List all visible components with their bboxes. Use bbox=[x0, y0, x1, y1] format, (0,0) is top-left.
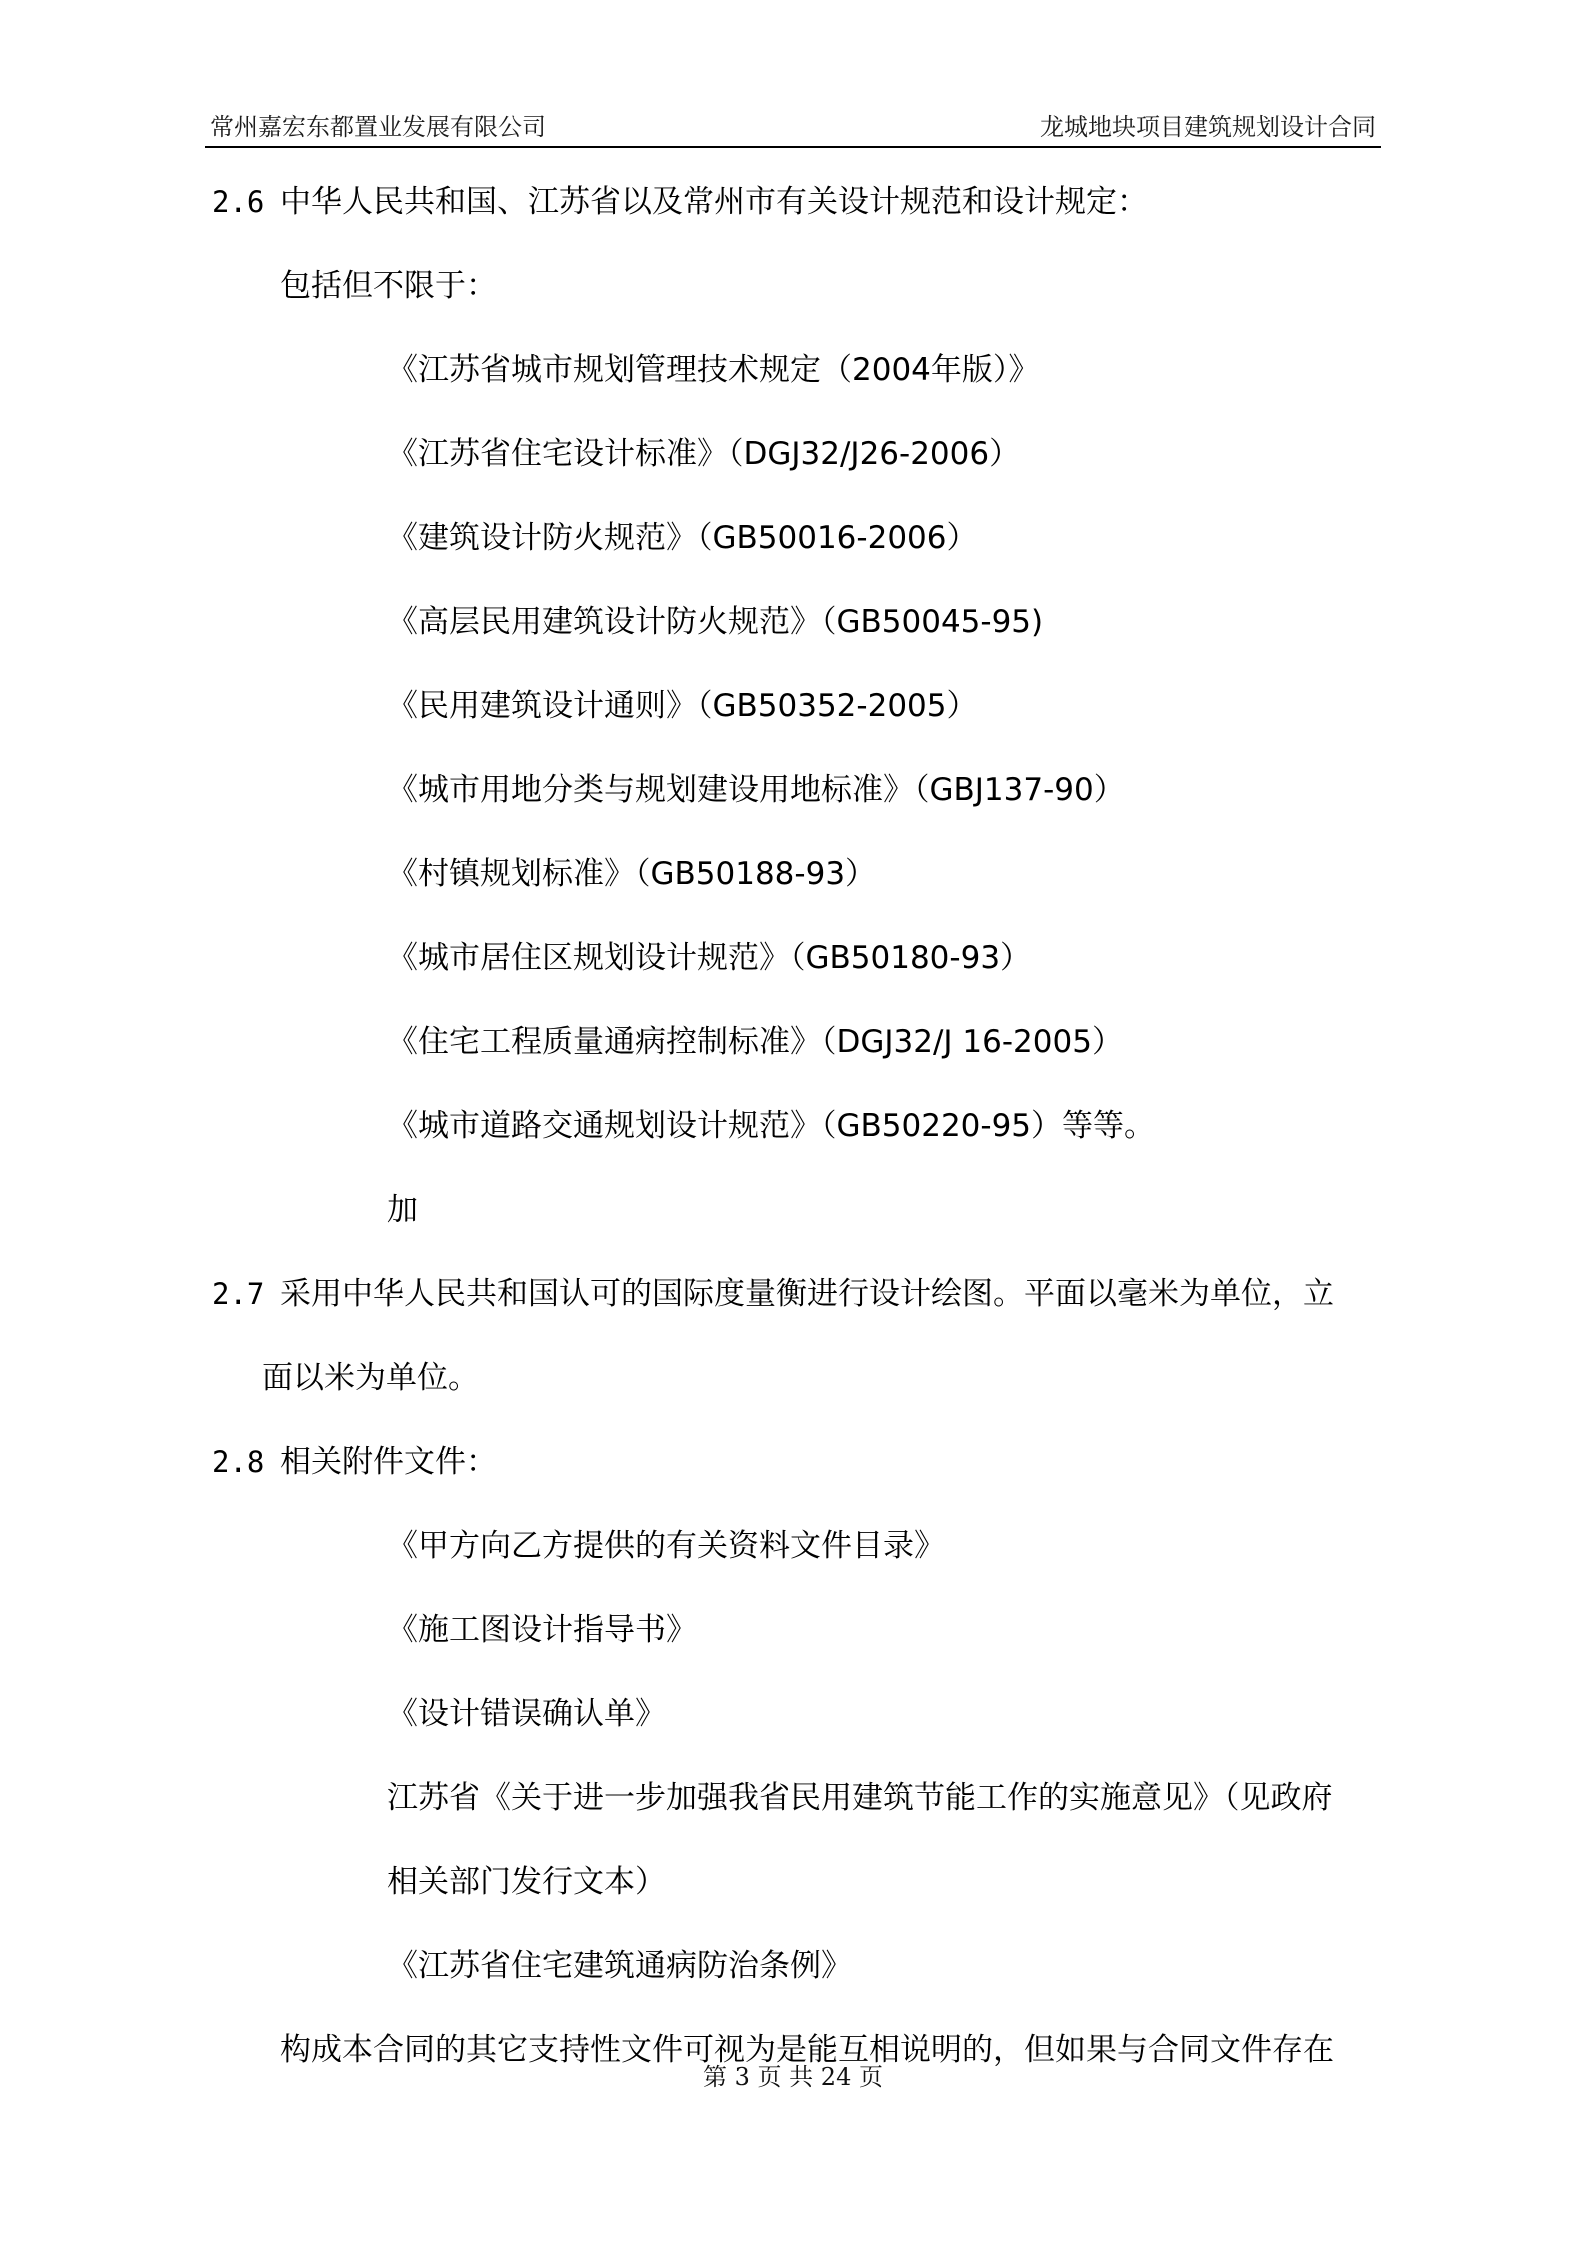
standard-item: 《建筑设计防火规范》（GB50016-2006） bbox=[387, 520, 978, 556]
header-contract-title: 龙城地块项目建筑规划设计合同 bbox=[1040, 113, 1376, 141]
standard-item: 《江苏省住宅设计标准》（DGJ32/J26-2006） bbox=[387, 436, 1021, 472]
attachment-item: 江苏省《关于进一步加强我省民用建筑节能工作的实施意见》（见政府 bbox=[387, 1780, 1333, 1816]
attachment-item: 《设计错误确认单》 bbox=[387, 1696, 666, 1732]
standard-item: 《城市居住区规划设计规范》（GB50180-93） bbox=[387, 940, 1032, 976]
standard-item: 《城市道路交通规划设计规范》（GB50220-95）等等。 bbox=[387, 1108, 1156, 1144]
section-intro-2-6: 包括但不限于： bbox=[280, 268, 497, 304]
section-title-2-8: 相关附件文件： bbox=[280, 1444, 497, 1480]
closing-paragraph: 构成本合同的其它支持性文件可视为是能互相说明的，但如果与合同文件存在 bbox=[280, 2032, 1334, 2068]
section-text-2-7-line1: 采用中华人民共和国认可的国际度量衡进行设计绘图。平面以毫米为单位，立 bbox=[280, 1276, 1334, 1312]
standard-item: 《城市用地分类与规划建设用地标准》（GBJ137-90） bbox=[387, 772, 1125, 808]
attachment-item: 相关部门发行文本） bbox=[387, 1864, 666, 1900]
extra-note: 加 bbox=[387, 1192, 418, 1228]
attachment-item: 《江苏省住宅建筑通病防治条例》 bbox=[387, 1948, 852, 1984]
standard-item: 《村镇规划标准》（GB50188-93） bbox=[387, 856, 877, 892]
section-text-2-7-line2: 面以米为单位。 bbox=[262, 1360, 479, 1396]
section-number-2-8: 2.8 bbox=[212, 1445, 265, 1479]
standard-item: 《江苏省城市规划管理技术规定（2004年版）》 bbox=[387, 352, 1040, 388]
attachment-item: 《甲方向乙方提供的有关资料文件目录》 bbox=[387, 1528, 945, 1564]
section-number-2-7: 2.7 bbox=[212, 1277, 265, 1311]
section-number-2-6: 2.6 bbox=[212, 185, 265, 219]
header-rule bbox=[205, 146, 1381, 148]
section-title-2-6: 中华人民共和国、江苏省以及常州市有关设计规范和设计规定： bbox=[280, 184, 1148, 220]
header-company: 常州嘉宏东都置业发展有限公司 bbox=[210, 113, 546, 141]
page-footer: 第 3 页 共 24 页 bbox=[703, 2063, 883, 2091]
attachment-item: 《施工图设计指导书》 bbox=[387, 1612, 697, 1648]
standard-item: 《高层民用建筑设计防火规范》（GB50045-95) bbox=[387, 604, 1044, 640]
standard-item: 《民用建筑设计通则》（GB50352-2005） bbox=[387, 688, 978, 724]
standard-item: 《住宅工程质量通病控制标准》（DGJ32/J 16-2005） bbox=[387, 1024, 1123, 1060]
